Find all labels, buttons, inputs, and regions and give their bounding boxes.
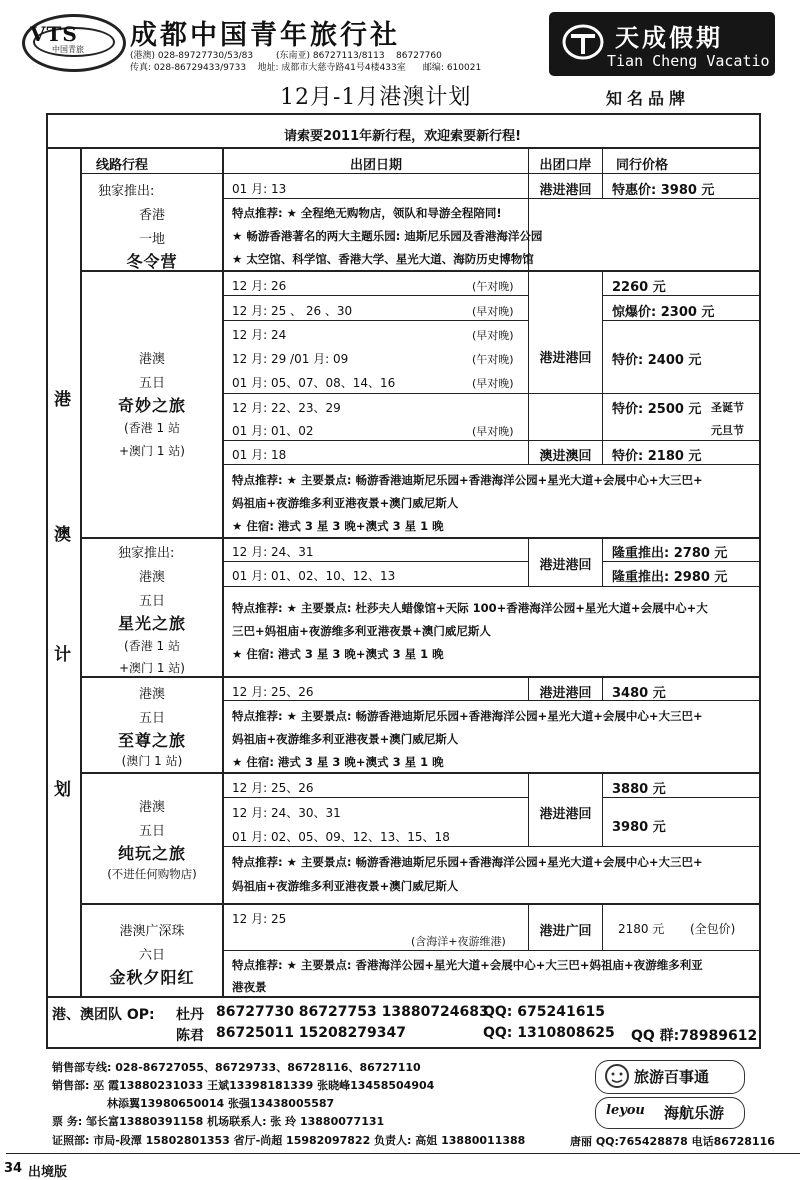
tiancheng-logo-icon <box>561 20 605 64</box>
sales-contacts: 销售部: 巫 霞13880231033 王斌13398181339 张晓峰13458504904 <box>52 1079 435 1092</box>
port: 港进广回 <box>539 924 592 939</box>
route-line: 六日 <box>138 948 165 963</box>
feature-note: 妈祖庙+夜游维多利亚港夜景+澳门威尼斯人 <box>232 879 459 893</box>
route-name: 纯玩之旅 <box>117 844 186 863</box>
route-line: +澳门 1 站) <box>118 444 185 458</box>
feature-note: ★ 住宿: 港式 3 星 3 晚+澳式 3 星 1 晚 <box>232 647 444 661</box>
route-line: +澳门 1 站) <box>118 661 185 675</box>
op-phones: 86725011 15208279347 <box>216 1025 406 1041</box>
feature-note: ★ 住宿: 港式 3 星 3 晚+澳式 3 星 1 晚 <box>232 519 444 533</box>
price: 惊爆价: 2300 元 <box>612 305 715 320</box>
departure-date: 01 月: 05、07、08、14、16 <box>232 376 396 390</box>
feature-note: 妈祖庙+夜游维多利亚港夜景+澳门威尼斯人 <box>232 496 459 510</box>
section-name: 出境版 <box>28 1165 68 1180</box>
route-name: 奇妙之旅 <box>117 396 186 415</box>
side-label-char: 港 <box>54 390 71 410</box>
route-line: (香港 1 站 <box>124 639 180 653</box>
side-label-char: 计 <box>54 645 71 665</box>
feature-note: 特点推荐: ★ 主要景点: 杜莎夫人蜡像馆+天际 100+香港海洋公园+星光大道+会展中心+大 <box>232 601 708 615</box>
port: 澳进澳回 <box>539 449 592 464</box>
port: 港进港回 <box>539 351 592 366</box>
route-line: 港澳 <box>138 352 165 367</box>
route-line: 五日 <box>138 824 165 839</box>
time-slot: (午对晚) <box>472 280 514 293</box>
op-name: 陈君 <box>176 1028 204 1044</box>
plan-title: 12月-1月港澳计划 <box>280 85 472 110</box>
side-label-char: 划 <box>54 780 71 800</box>
brand-slogan: 知名品牌 <box>606 89 691 108</box>
departure-date: 12 月: 29 /01 月: 09 <box>232 352 349 366</box>
badge-text: 海航乐游 <box>664 1104 725 1122</box>
departure-date: 01 月: 01、02 <box>232 424 314 438</box>
feature-note: ★ 太空馆、科学馆、香港大学、星光大道、海防历史博物馆 <box>232 252 534 266</box>
departure-date: 12 月: 26 <box>232 279 287 293</box>
col-header-port: 出团口岸 <box>539 158 592 173</box>
op-name: 杜丹 <box>176 1007 204 1023</box>
price: 3980 元 <box>612 820 666 835</box>
route-line: 独家推出: <box>118 546 175 561</box>
time-slot: (早对晚) <box>472 425 514 438</box>
route-line: 港澳 <box>138 687 165 702</box>
price: 3880 元 <box>612 782 666 797</box>
cyts-logo-sub: 中国青旅 <box>52 45 84 54</box>
feature-note: 妈祖庙+夜游维多利亚港夜景+澳门威尼斯人 <box>232 732 459 746</box>
departure-date: 12 月: 24、30、31 <box>232 806 341 820</box>
port: 港进港回 <box>539 183 592 198</box>
price: 特价: 2400 元 <box>612 353 702 368</box>
feature-note: 特点推荐: ★ 主要景点: 香港海洋公园+星光大道+会展中心+大三巴+妈祖庙+夜游维多利亚 <box>232 958 703 972</box>
contact-qq: 唐丽 QQ:765428878 电话86728116 <box>570 1135 775 1148</box>
tiancheng-brand-box <box>549 12 775 76</box>
departure-date: 12 月: 25 <box>232 912 287 926</box>
price: 特价: 2500 元 <box>612 402 702 417</box>
price: 3480 元 <box>612 686 666 701</box>
route-line: 香港 <box>138 208 165 223</box>
departure-date: 12 月: 22、23、29 <box>232 401 341 415</box>
ticket-contacts: 票 务: 邹长富13880391158 机场联系人: 张 玲 13880077131 <box>52 1115 385 1128</box>
feature-note: 特点推荐: ★ 主要景点: 畅游香港迪斯尼乐园+香港海洋公园+星光大道+会展中心+大三巴+ <box>232 709 703 723</box>
mascot-icon <box>604 1063 630 1089</box>
cyts-logo-text: VTS <box>30 22 78 46</box>
port: 港进港回 <box>539 686 592 701</box>
route-line: 五日 <box>138 711 165 726</box>
departure-date: 12 月: 25、26 <box>232 685 314 699</box>
route-name: 金秋夕阳红 <box>109 968 195 987</box>
brand-en: Tian Cheng Vacatio <box>607 52 770 70</box>
op-qq: QQ: 675241615 <box>483 1004 605 1020</box>
departure-date: 12 月: 25 、 26 、30 <box>232 304 353 318</box>
feature-note: 特点推荐: ★ 全程绝无购物店，领队和导游全程陪同! <box>232 206 502 220</box>
phone-line: (港澳) 028-89727730/53/83 (东南亚) 86727113/8113 86727760 <box>130 51 442 61</box>
feature-note: ★ 住宿: 港式 3 星 3 晚+澳式 3 星 1 晚 <box>232 755 444 769</box>
op-label: 港、澳团队 OP: <box>52 1007 155 1023</box>
departure-date: 12 月: 24、31 <box>232 545 314 559</box>
time-slot: (午对晚) <box>472 353 514 366</box>
col-header-date: 出团日期 <box>349 158 402 173</box>
route-name: 至尊之旅 <box>117 731 186 750</box>
departure-date: 01 月: 18 <box>232 448 287 462</box>
price: 隆重推出: 2980 元 <box>612 570 728 585</box>
side-label-char: 澳 <box>54 525 71 545</box>
price: 特惠价: 3980 元 <box>612 183 715 198</box>
brand-cn: 天成假期 <box>615 23 723 52</box>
badge-text: 旅游百事通 <box>634 1068 710 1086</box>
feature-note: ★ 畅游香港著名的两大主题乐园: 迪斯尼乐园及香港海洋公园 <box>232 229 543 243</box>
op-phones: 86727730 86727753 13880724683 <box>216 1004 489 1020</box>
route-line: 港澳 <box>138 570 165 585</box>
route-line: (香港 1 站 <box>124 421 180 435</box>
op-qq: QQ: 1310808625 <box>483 1025 615 1041</box>
time-slot: (早对晚) <box>472 377 514 390</box>
price: 隆重推出: 2780 元 <box>612 546 728 561</box>
departure-date: 12 月: 24 <box>232 328 287 342</box>
col-header-price: 同行价格 <box>616 158 669 173</box>
agency-name: 成都中国青年旅行社 <box>130 20 400 51</box>
route-line: 港澳 <box>138 800 165 815</box>
route-line: 独家推出: <box>98 184 155 199</box>
departure-date: 01 月: 13 <box>232 182 287 196</box>
date-note: (含海洋+夜游维港) <box>411 935 506 948</box>
route-name: 星光之旅 <box>117 614 186 633</box>
route-line: 一地 <box>138 232 165 247</box>
departure-date: 01 月: 01、02、10、12、13 <box>232 569 396 583</box>
feature-note: 特点推荐: ★ 主要景点: 畅游香港迪斯尼乐园+香港海洋公园+星光大道+会展中心+大三巴+ <box>232 855 703 869</box>
route-line: (澳门 1 站) <box>121 754 183 768</box>
leyou-logo: leyou <box>606 1103 645 1118</box>
price-note: (全包价) <box>690 922 736 936</box>
departure-date: 12 月: 25、26 <box>232 781 314 795</box>
holiday-tag: 元旦节 <box>711 424 744 437</box>
col-header-route: 线路行程 <box>96 158 149 173</box>
port: 港进港回 <box>539 807 592 822</box>
departure-date: 01 月: 02、05、09、12、13、15、18 <box>232 830 450 844</box>
price: 2260 元 <box>612 280 666 295</box>
holiday-tag: 圣诞节 <box>711 401 744 414</box>
fax-address-line: 传真: 028-86729433/9733 地址: 成都市大慈寺路41号4楼433室 邮编: 610021 <box>130 63 482 73</box>
page-number: 34 <box>4 1161 23 1176</box>
route-name: 冬令营 <box>126 252 178 271</box>
feature-note: 特点推荐: ★ 主要景点: 畅游香港迪斯尼乐园+香港海洋公园+星光大道+会展中心+大三巴+ <box>232 473 703 487</box>
op-qq-group: QQ 群:78989612 <box>631 1028 758 1044</box>
route-line: 港澳广深珠 <box>119 924 185 939</box>
time-slot: (早对晚) <box>472 329 514 342</box>
price: 特价: 2180 元 <box>612 449 702 464</box>
time-slot: (早对晚) <box>472 305 514 318</box>
visa-contacts: 证照部: 市局-段潭 15802801353 省厅-尚超 15982097822 负责人: 高姐 13880011388 <box>52 1134 526 1147</box>
route-line: 五日 <box>138 376 165 391</box>
port: 港进港回 <box>539 558 592 573</box>
sales-contacts: 林添翼13980650014 张强13438005587 <box>107 1097 335 1110</box>
sales-hotline: 销售部专线: 028-86727055、86729733、86728116、86727110 <box>52 1061 421 1074</box>
feature-note: 港夜景 <box>232 980 267 994</box>
route-line: (不进任何购物店) <box>107 867 197 881</box>
banner: 请索要2011年新行程，欢迎索要新行程! <box>283 129 522 144</box>
feature-note: 三巴+妈祖庙+夜游维多利亚港夜景+澳门威尼斯人 <box>232 624 491 638</box>
price: 2180 元 <box>618 922 665 936</box>
route-line: 五日 <box>138 594 165 609</box>
